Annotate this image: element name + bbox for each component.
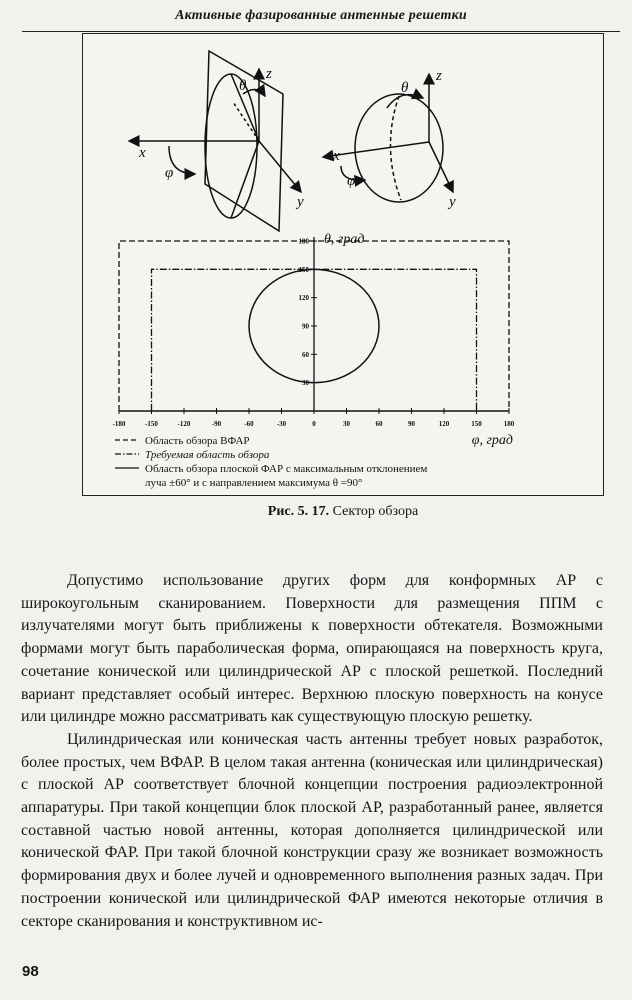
scan-sector-chart xyxy=(113,232,515,448)
x-tick-label: -180 xyxy=(112,420,126,428)
x-tick-label: -90 xyxy=(211,420,222,428)
y-tick-label: 150 xyxy=(298,265,309,274)
x-tick-label: -30 xyxy=(276,420,287,428)
y-tick-label: 90 xyxy=(302,322,309,331)
x-tick-label: -60 xyxy=(244,420,254,428)
x-label-left: x xyxy=(139,145,146,161)
theta-arc-right xyxy=(387,95,423,108)
x-tick-label: -150 xyxy=(145,420,158,428)
x-tick-label: 120 xyxy=(438,420,450,428)
figure-caption xyxy=(82,504,604,520)
theta-label-right: θ xyxy=(401,80,409,96)
right-3d-diagram xyxy=(323,74,453,202)
x-axis-title: φ, град xyxy=(471,433,513,448)
y-tick-label: 120 xyxy=(298,294,309,303)
z-label-left: z xyxy=(266,66,272,82)
x-tick-label: 90 xyxy=(408,420,415,428)
left-3d-diagram xyxy=(129,51,301,231)
hemisphere-outline xyxy=(355,94,443,202)
theta-label-left: θ xyxy=(239,78,247,94)
y-tick-label: 60 xyxy=(302,350,309,359)
cone-base-ellipse xyxy=(205,74,257,218)
legend-item-3: Область обзора плоской ФАР с максимальным отклонением xyxy=(145,463,428,475)
figure-frame xyxy=(82,33,604,496)
header-rule xyxy=(22,31,620,32)
legend-item-1: Область обзора ВФАР xyxy=(145,435,250,447)
z-label-right: z xyxy=(436,68,442,84)
y-axis-title: θ, град xyxy=(324,232,365,247)
y-label-right: y xyxy=(449,194,456,210)
x-label-right: x xyxy=(333,148,340,164)
y-tick-label: 180 xyxy=(298,237,309,246)
phi-label-left: φ xyxy=(165,165,174,181)
legend xyxy=(115,435,427,489)
hemisphere-meridian xyxy=(390,96,401,200)
y-label-left: y xyxy=(297,194,304,210)
running-head: Активные фазированные антенные решетки xyxy=(175,8,467,23)
figure-svg xyxy=(83,34,605,497)
x-tick-label: 60 xyxy=(375,420,383,428)
paragraph-2: Цилиндрическая или коническая часть антенны требует новых разработок, более простых, чем ВФАР. В целом такая антенна (коническая или цилиндрическая) с плоской АР соответствует блочной концепции построения радиоэлектронной аппаратуры. При такой концепции блок плоской АР, разработанный ранее, является составной частью новой антенны, которая дополняется цилиндрической или конической ФАР. При такой блочной конструкции сразу же возникает возможность формирования двух и более лучей и одновременного выполнения разных задач. При построении конической или цилиндрической ФАР имеются некоторые отличия в секторе сканирования и конструктивном ис- xyxy=(21,730,603,930)
caption-label: Рис. 5. 17. xyxy=(267,504,330,519)
phi-label-right: φ xyxy=(347,173,356,189)
legend-item-3-cont: луча ±60° и с направлением максимума θ =90° xyxy=(145,477,363,489)
page-number: 98 xyxy=(22,963,39,980)
x-tick-label: 30 xyxy=(343,420,350,428)
x-tick-label: 150 xyxy=(471,420,482,428)
body-text xyxy=(21,570,603,933)
paragraph-1: Допустимо использование других форм для конформных АР с широкоугольным сканированием. Поверхности для размещения ППМ с излучателями могут быть приближены к поверхности обтекателя. Возможными формами могут быть параболическая форма, опирающаяся на поверхность круга, сочетание конической или цилиндрической АР с плоской решеткой. Последний вариант представляет особый интерес. Верхнюю плоскую поверхность на конусе или цилиндре можно рассматривать как существующую плоскую решетку. xyxy=(21,572,603,726)
y-tick-label: 30 xyxy=(302,379,309,388)
legend-item-2: Требуемая область обзора xyxy=(145,449,270,461)
x-tick-label: 0 xyxy=(312,420,316,428)
x-tick-label: 180 xyxy=(503,420,515,428)
caption-text: Сектор обзора xyxy=(329,504,419,519)
x-tick-label: -120 xyxy=(177,420,191,428)
y-axis-right xyxy=(429,142,453,192)
